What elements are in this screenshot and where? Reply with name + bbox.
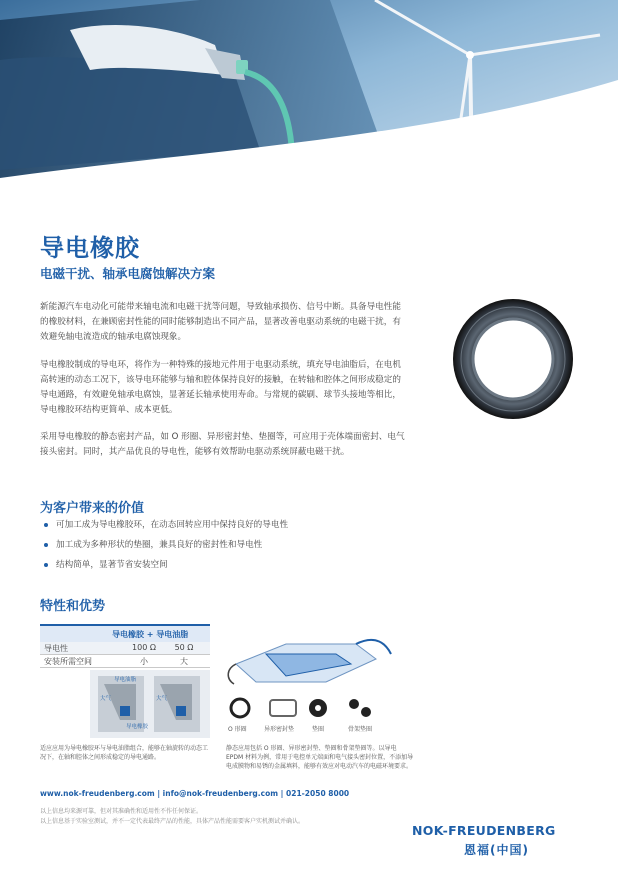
o-ring-icon [231, 699, 249, 717]
air-label: 大气 [100, 696, 112, 702]
row-label: 导电性 [44, 644, 68, 653]
gasket-icon [270, 700, 296, 716]
page-title: 导电橡胶 [40, 234, 140, 262]
value-heading: 为客户带来的价值 [40, 501, 145, 516]
row-value-rubber: 小 [140, 657, 148, 666]
comparison-table [40, 624, 210, 668]
table-header [40, 624, 210, 642]
row-label: 安装所需空间 [44, 657, 92, 666]
table-row [40, 642, 210, 655]
frame-washer-icon [349, 699, 359, 709]
seal-label: 导电橡胶 [126, 724, 149, 730]
page-subtitle: 电磁干扰、轴承电腐蚀解决方案 [40, 266, 216, 281]
cross-section-diagram [90, 670, 210, 742]
list-item: 可加工成为导电橡胶环，在动态回转应用中保持良好的导电性 [42, 518, 522, 538]
row-value-rubber: 100 Ω [132, 643, 156, 652]
part-label: O 形圈 [228, 726, 247, 733]
housing-diagram [226, 624, 396, 698]
table-row [40, 655, 210, 668]
table-header-label: 导电橡胶 + 导电油脂 [112, 630, 189, 639]
intro-paragraph: 新能源汽车电动化可能带来轴电流和电磁干扰等问题，导致轴承损伤、信号中断。具备导电性能的橡胶材料，在兼顾密封性能的同时能够制造出不同产品，显著改善电驱动系统的电磁干扰，有效避免轴电流造成的轴承电腐蚀现象。 [40, 302, 401, 342]
part-icons [226, 694, 386, 740]
grease-label: 导电油脂 [114, 677, 137, 683]
part-label: 垫圈 [312, 726, 325, 733]
part-label: 骨架垫圈 [348, 726, 373, 733]
air-label: 大气 [156, 696, 168, 702]
company-logo-cn: 恩福(中国) [464, 843, 529, 857]
disclaimer: 以上信息基于实验室测试，并不一定代表最终产品的性能，具体产品性能需要客户实机测试并确认。 [40, 818, 305, 825]
value-list [42, 518, 522, 578]
disclaimer: 以上信息均来源可靠，但对其准确性和适用性不作任何保证。 [40, 808, 203, 815]
conductive-ring-paragraph: 导电橡胶制成的导电环，将作为一种特殊的接地元件用于电驱动系统，填充导电油脂后，在电机高转速的动态工况下，该导电环能够与轴和腔体保持良好的接触，在转轴和腔体之间形成稳定的导电通路，有效避免轴承电腐蚀，显著延长轴承使用寿命。与常规的碳刷、球节头接地等相比，导电橡胶环结构更简单、成本更低。 [40, 360, 401, 415]
seal-ring-image [446, 292, 581, 431]
list-item: 加工成为多种形状的垫圈，兼具良好的密封性和导电性 [42, 538, 522, 558]
caption-right: 静态应用包括 O 形圈、异形密封垫、垫圈和骨架垫圈等。以导电 EPDM 材料为例，常用于电控单元端面和电气接头密封位置，不添加导电成膜物和易锈的金属填料，能够有效应对电动汽车的电磁环境要求。 [226, 745, 414, 770]
row-value-grease: 50 Ω [174, 643, 194, 652]
caption-left: 适应应用为导电橡胶环与导电油脂组合，能够在轴旋转的动态工况下，在轴和腔体之间形成稳定的导电通路。 [40, 745, 209, 761]
company-logo: NOK-FREUDENBERG [412, 823, 556, 838]
static-seal-paragraph: 采用导电橡胶的静态密封产品，如 O 形圈、异形密封垫、垫圈等，可应用于壳体端面密封、电气接头密封。同时，其产品优良的导电性，能够有效帮助电驱动系统屏蔽电磁干扰。 [40, 432, 405, 457]
hero-image [0, 0, 618, 215]
list-item: 结构简单，显著节省安装空间 [42, 558, 522, 578]
features-heading: 特性和优势 [40, 599, 106, 614]
part-label: 异形密封垫 [264, 726, 295, 733]
row-value-grease: 大 [180, 657, 188, 666]
contact-line: www.nok-freudenberg.com | info@nok-freudenberg.com | 021-2050 8000 [40, 789, 350, 798]
